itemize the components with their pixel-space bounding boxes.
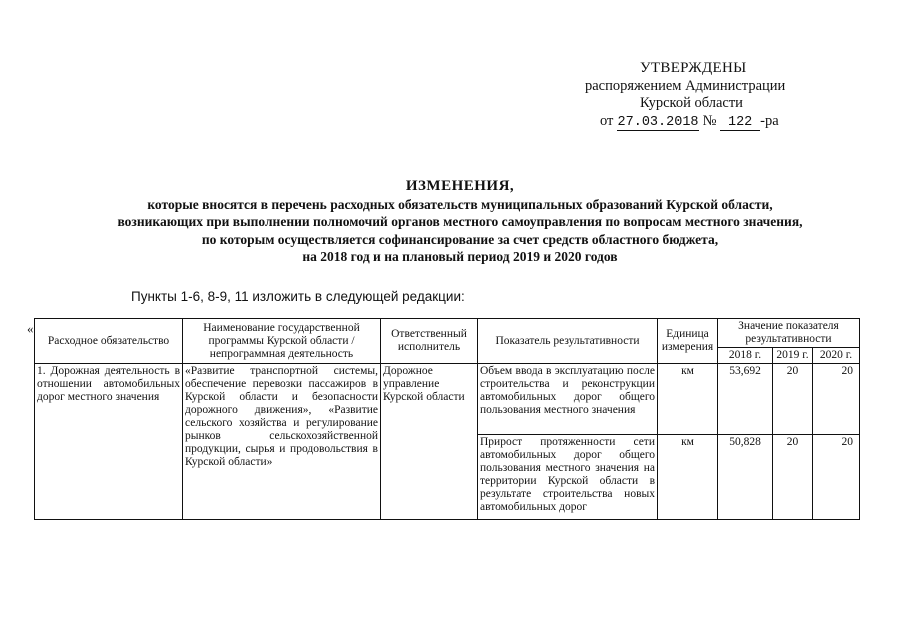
table-row — [35, 364, 860, 435]
unit-cell: км — [658, 364, 718, 435]
header-year-2020: 2020 г. — [813, 348, 860, 364]
heading-line: которые вносятся в перечень расходных обязательств муниципальных образований Курской области, — [147, 196, 773, 212]
approval-region: Курской области — [640, 95, 743, 111]
number-prefix: № — [702, 112, 717, 129]
date-prefix: от — [600, 112, 614, 129]
heading-line: на 2018 год и на плановый период 2019 и 2020 годов — [302, 249, 618, 264]
header-values: Значение показателя результативности — [718, 319, 860, 348]
value-2018-cell: 50,828 — [718, 435, 773, 520]
approval-title: УТВЕРЖДЕНЫ — [640, 60, 747, 76]
value-2020-cell: 20 — [813, 364, 860, 435]
approval-date: 27.03.2018 — [617, 114, 699, 130]
header-program: Наименование государственной программы Курской области / непрограммная деятельность — [183, 319, 381, 364]
indicator-cell: Прирост протяженности сети автомобильных дорог общего пользования местного значения на территории Курской области в результате строительства новых автомобильных дорог — [478, 435, 658, 520]
header-year-2018: 2018 г. — [718, 348, 773, 364]
obligations-table — [34, 318, 860, 520]
value-2018-cell: 53,692 — [718, 364, 773, 435]
header-obligation: Расходное обязательство — [35, 319, 183, 364]
heading-line: возникающих при выполнении полномочий органов местного самоуправления по вопросам местного значения, — [117, 214, 803, 229]
value-2020-cell: 20 — [813, 435, 860, 520]
unit-cell: км — [658, 435, 718, 520]
value-2019-cell: 20 — [773, 435, 813, 520]
header-executor: Ответственный исполнитель — [381, 319, 478, 364]
obligation-cell: 1. Дорожная деятельность в отношении автомобильных дорог местного значения — [35, 364, 183, 520]
indicator-cell: Объем ввода в эксплуатацию после строительства и реконструкции автомобильных дорог общего пользования местного значения — [478, 364, 658, 435]
approval-stamp — [585, 60, 815, 131]
open-quote-mark: « — [27, 321, 34, 336]
executor-cell: Дорожное управление Курской области — [381, 364, 478, 520]
heading-title: ИЗМЕНЕНИЯ, — [405, 178, 515, 194]
intro-text: Пункты 1-6, 8-9, 11 изложить в следующей редакции: — [131, 289, 465, 304]
value-2019-cell: 20 — [773, 364, 813, 435]
document-heading — [50, 178, 870, 266]
header-unit: Единица измерения — [658, 319, 718, 364]
heading-line: по которым осуществляется софинансирование за счет средств областного бюджета, — [201, 231, 719, 247]
approval-date-line — [585, 113, 815, 131]
approval-authority: распоряжением Администрации — [585, 77, 786, 94]
approval-number: 122 — [720, 116, 760, 131]
program-cell: «Развитие транспортной системы, обеспечение перевозки пассажиров в Курской области и безопасности дорожного движения», «Развитие сельского хозяйства и регулирование рынков сельскохозяйственной продукции, сырья и продовольствия в Курской области» — [183, 364, 381, 520]
number-suffix: -ра — [760, 112, 779, 129]
header-year-2019: 2019 г. — [773, 348, 813, 364]
header-indicator: Показатель результативности — [478, 319, 658, 364]
